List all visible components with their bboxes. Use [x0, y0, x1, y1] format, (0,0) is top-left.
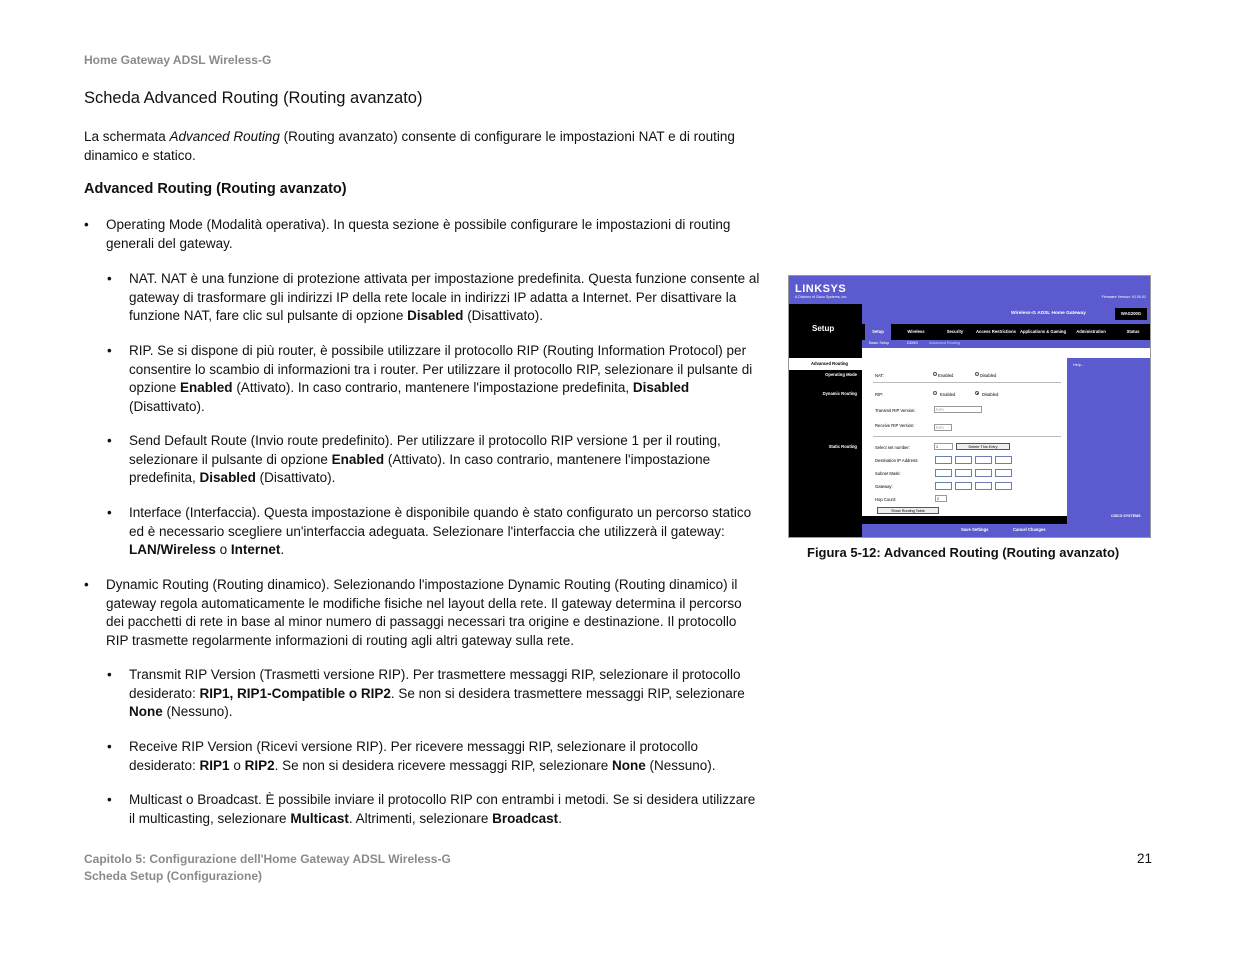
bullet-dynamic-routing	[84, 576, 762, 651]
intro-paragraph	[84, 127, 754, 165]
bold-disabled: Disabled	[199, 470, 256, 486]
dest-ip-label: Destination IP Address:	[875, 458, 919, 463]
bold-internet: Internet	[230, 542, 281, 558]
hop-count-input[interactable]: 2	[935, 495, 947, 502]
bullet-text-end: (Nessuno).	[162, 704, 233, 720]
divider	[873, 436, 1061, 437]
label-operating-mode: Operating Mode	[825, 372, 857, 377]
bold-rip2: RIP2	[244, 757, 275, 773]
bullet-text: Multicast o Broadcast. È possibile inviare il protocollo RIP con entrambi i metodi. Se si desidera utilizzare il multicasting, selezionare	[129, 792, 756, 826]
tab-access-restrictions[interactable]: Access Restrictions	[975, 328, 1017, 334]
subnet-octet-3[interactable]	[975, 469, 992, 477]
help-link[interactable]: Help...	[1073, 363, 1084, 367]
rip-enabled-label: Enabled	[940, 392, 956, 397]
bullet-text-end: .	[558, 810, 562, 826]
subnet-octet-1[interactable]	[935, 469, 952, 477]
nat-label: NAT:	[875, 373, 884, 378]
firmware-version: Firmware Version: V1.00.01	[1101, 295, 1146, 299]
bullet-text-end: .	[280, 542, 285, 558]
bold-enabled: Enabled	[331, 451, 385, 467]
bullet-text: Receive RIP Version (Ricevi versione RIP). Per ricevere messaggi RIP, selezionare il protocollo desiderato:	[129, 739, 698, 773]
receive-rip-select[interactable]: RIP1	[934, 424, 952, 431]
divider	[873, 382, 1061, 383]
setup-label: Setup	[812, 324, 835, 333]
nat-enabled-radio[interactable]	[933, 372, 937, 376]
bullet-multicast	[107, 791, 762, 828]
bullet-dot: •	[84, 217, 89, 232]
tab-administration[interactable]: Administration	[1076, 328, 1106, 334]
bullet-dot: •	[107, 271, 112, 286]
label-static-routing: Static Routing	[828, 444, 857, 449]
bullet-dot: •	[107, 343, 112, 358]
logo-subtitle: A Division of Cisco Systems, Inc.	[795, 295, 848, 299]
subnet-octet-2[interactable]	[955, 469, 972, 477]
receive-rip-label: Receive RIP Version:	[875, 423, 915, 428]
bold-none: None	[129, 704, 163, 720]
bullet-text-mid2: . Se non si desidera ricevere messaggi RIP, selezionare	[274, 757, 613, 773]
transmit-rip-label: Transmit RIP Version:	[875, 408, 916, 413]
bullet-text: Interface (Interfaccia). Questa impostazione è disponibile quando è stato configurato un percorso statico ed è necessario scegliere un'interfaccia adeguata. Selezionare l'interfaccia che utilizzerà il gateway:	[129, 505, 752, 539]
bullet-text: NAT. NAT è una funzione di protezione attivata per impostazione predefinita. Questa funzione consente al gateway di trasformare gli indirizzi IP della rete locale in indirizzi IP adatta a Internet. Per disattivare la funzione NAT, fare clic sul pulsante di opzione	[129, 271, 760, 324]
nat-disabled-label: Disabled	[980, 373, 997, 378]
rip-disabled-radio[interactable]	[975, 391, 979, 395]
subtab-basic-setup[interactable]: Basic Setup	[869, 341, 890, 345]
dest-ip-octet-1[interactable]	[935, 456, 952, 464]
bold-broadcast: Broadcast	[492, 810, 559, 826]
bullet-text-mid: . Altrimenti, selezionare	[348, 810, 493, 826]
bullet-text-end: (Disattivato).	[129, 399, 205, 415]
tab-setup[interactable]: Setup	[865, 324, 891, 340]
page-number: 21	[1137, 851, 1153, 866]
bullet-text-end: (Nessuno).	[645, 757, 716, 773]
bullet-dot: •	[107, 667, 112, 682]
nat-enabled-label: Enabled	[938, 373, 954, 378]
subtab-bar	[862, 340, 1151, 348]
bold-rip1: RIP1	[199, 757, 230, 773]
bullet-dot: •	[107, 505, 112, 520]
subtab-advanced-routing[interactable]: Advanced Routing	[929, 341, 961, 345]
gateway-octet-3[interactable]	[975, 482, 992, 490]
gateway-octet-4[interactable]	[995, 482, 1012, 490]
bold-lan-wireless: LAN/Wireless	[129, 542, 216, 558]
gateway-label: Gateway:	[875, 484, 893, 489]
form-area	[862, 348, 1067, 516]
bullet-text: Send Default Route (Invio route predefinito). Per utilizzare il protocollo RIP versione 1 per il routing, selezionare il pulsante di opzione	[129, 433, 721, 467]
bullet-transmit-rip	[107, 666, 762, 722]
bold-disabled: Disabled	[632, 380, 690, 396]
router-screenshot	[788, 275, 1151, 538]
footer-section: Scheda Setup (Configurazione)	[84, 869, 263, 883]
section-title: Scheda Advanced Routing (Routing avanzato)	[84, 89, 423, 107]
tab-wireless[interactable]: Wireless	[907, 328, 925, 334]
transmit-rip-select[interactable]: RIP1	[934, 406, 982, 413]
model-badge: WAG200G	[1115, 308, 1147, 320]
bullet-receive-rip	[107, 738, 762, 775]
bullet-dot: •	[107, 433, 112, 448]
bullet-text-end: (Disattivato).	[255, 470, 336, 486]
bold-multicast: Multicast	[290, 810, 349, 826]
rip-disabled-label: Disabled	[982, 392, 999, 397]
bold-enabled: Enabled	[180, 380, 233, 396]
dest-ip-octet-2[interactable]	[955, 456, 972, 464]
bottom-black-bar	[862, 516, 1067, 524]
bullet-rip	[107, 342, 762, 417]
bullet-nat	[107, 270, 762, 326]
linksys-logo: LINKSYS	[795, 283, 847, 295]
show-routing-table-button[interactable]: Show Routing Table	[877, 507, 939, 514]
intro-text-rest: (Routing avanzato) consente di configurare le impostazioni NAT e di routing dinamico e statico.	[84, 129, 735, 163]
dest-ip-octet-4[interactable]	[995, 456, 1012, 464]
product-name: Wireless-G ADSL Home Gateway	[1011, 311, 1086, 316]
bullet-text: Operating Mode (Modalità operativa). In questa sezione è possibile configurare le impostazioni di routing generali del gateway.	[106, 217, 731, 251]
bullet-text-mid: o	[215, 542, 231, 558]
bullet-dot: •	[84, 577, 89, 592]
bullet-text-mid: o	[229, 757, 245, 773]
subnet-label: Subnet Mask:	[875, 471, 901, 476]
bullet-text: RIP. Se si dispone di più router, è possibile utilizzare il protocollo RIP (Routing Information Protocol) per consentire lo scambio di informazioni tra i router. Per utilizzare il protocollo RIP, selezionare il pulsante di opzione	[129, 343, 753, 396]
dest-ip-octet-3[interactable]	[975, 456, 992, 464]
bullet-send-default-route	[107, 432, 762, 488]
bullet-text-mid: . Se non si desidera trasmettere messaggi RIP, selezionare	[390, 685, 745, 701]
delete-entry-button[interactable]: Delete This Entry	[956, 443, 1010, 450]
bullet-text-end: (Disattivato).	[463, 308, 543, 324]
bullet-operating-mode	[84, 216, 762, 253]
bullet-text-mid: (Attivato). In caso contrario, mantenere l'impostazione predefinita,	[129, 451, 711, 486]
tab-security[interactable]: Security	[946, 328, 964, 334]
bullet-dot: •	[107, 739, 112, 754]
running-header: Home Gateway ADSL Wireless-G	[84, 53, 272, 67]
bullet-text-mid: (Attivato). In caso contrario, mantenere l'impostazione predefinita,	[232, 380, 633, 396]
nat-disabled-radio[interactable]	[975, 372, 979, 376]
cisco-logo: CISCO SYSTEMS	[1111, 514, 1141, 518]
gateway-octet-2[interactable]	[955, 482, 972, 490]
intro-italic: Advanced Routing	[169, 129, 280, 144]
bold-rip-versions: RIP1, RIP1-Compatible o RIP2	[199, 685, 391, 701]
bullet-dot: •	[107, 792, 112, 807]
rip-enabled-radio[interactable]	[933, 391, 937, 395]
gateway-octet-1[interactable]	[935, 482, 952, 490]
tab-status[interactable]: Status	[1126, 328, 1140, 334]
help-column	[1067, 358, 1151, 538]
subtab-ddns[interactable]: DDNS	[907, 341, 918, 345]
footer-chapter: Capitolo 5: Configurazione dell'Home Gateway ADSL Wireless-G	[84, 852, 451, 866]
tab-applications-gaming[interactable]: Applications & Gaming	[1019, 328, 1067, 334]
bullet-interface	[107, 504, 762, 560]
select-set-label: Select set number:	[875, 445, 910, 450]
save-settings-button[interactable]: Save Settings	[961, 527, 989, 532]
cancel-changes-button[interactable]: Cancel Changes	[1013, 527, 1046, 532]
bullet-text: Dynamic Routing (Routing dinamico). Selezionando l'impostazione Dynamic Routing (Routing dinamico) il gateway regola automaticamente le modifiche fisiche nel layout della rete. Il gateway determina il percorso dei pacchetti di rete in base al minor numero di passaggi necessari tra origine e destinazione. Il protocollo RIP trasmette regolarmente informazioni di routing agli altri gateway sulla rete.	[106, 577, 742, 649]
footer	[84, 851, 451, 885]
rip-label: RIP:	[875, 392, 884, 397]
subheading: Advanced Routing (Routing avanzato)	[84, 181, 347, 197]
set-number-select[interactable]: 1	[934, 443, 953, 450]
label-dynamic-routing: Dynamic Routing	[822, 391, 857, 396]
product-bar	[862, 304, 1151, 324]
bold-disabled: Disabled	[407, 308, 464, 324]
figure-caption: Figura 5-12: Advanced Routing (Routing avanzato)	[807, 545, 1120, 560]
subnet-octet-4[interactable]	[995, 469, 1012, 477]
bullet-text: Transmit RIP Version (Trasmetti versione RIP). Per trasmettere messaggi RIP, selezionare il protocollo desiderato:	[129, 667, 741, 701]
bold-none: None	[612, 757, 646, 773]
hop-count-label: Hop Count:	[875, 497, 897, 502]
intro-text: La schermata	[84, 129, 170, 144]
left-header: Advanced Routing	[811, 361, 848, 366]
